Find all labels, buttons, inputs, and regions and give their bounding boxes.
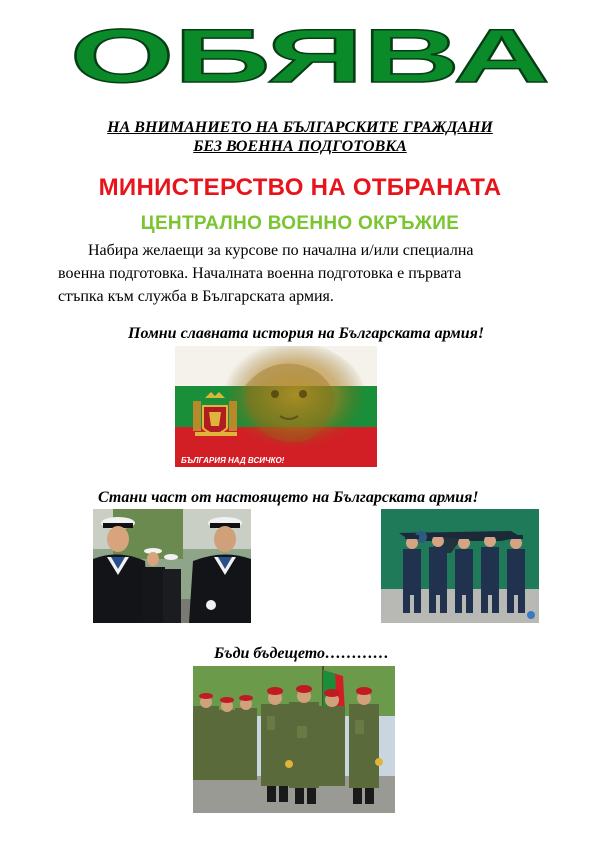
announcement-title-text: ОБЯВА bbox=[70, 18, 550, 98]
ministry-heading: МИНИСТЕРСТВО НА ОТБРАНАТА bbox=[98, 174, 502, 201]
flag-lion-image bbox=[175, 346, 377, 467]
attention-line-2: БЕЗ ВОЕННА ПОДГОТОВКА bbox=[193, 138, 407, 155]
parade-image bbox=[193, 666, 395, 813]
body-line-2: военна подготовка. Началната военна подготовка е първата bbox=[58, 265, 462, 282]
body-line-3: стъпка към служба в Българската армия. bbox=[58, 288, 334, 305]
air-force-image bbox=[381, 509, 539, 623]
caption-present: Стани част от настоящето на Българската армия! bbox=[98, 489, 479, 506]
navy-sailors-image bbox=[93, 509, 251, 623]
caption-history: Помни славната история на Българската армия! bbox=[128, 325, 485, 342]
district-heading: ЦЕНТРАЛНО ВОЕННО ОКРЪЖИЕ bbox=[140, 213, 460, 234]
announcement-title bbox=[60, 18, 560, 98]
body-paragraph bbox=[58, 239, 558, 308]
body-line-1: Набира желаещи за курсове по начална и/или специална bbox=[88, 242, 474, 259]
caption-future: Бъди бъдещето………… bbox=[214, 645, 389, 662]
flag-motto: БЪЛГАРИЯ НАД ВСИЧКО! bbox=[181, 456, 285, 465]
attention-line-1: НА ВНИМАНИЕТО НА БЪЛГАРСКИТЕ ГРАЖДАНИ bbox=[107, 119, 493, 136]
